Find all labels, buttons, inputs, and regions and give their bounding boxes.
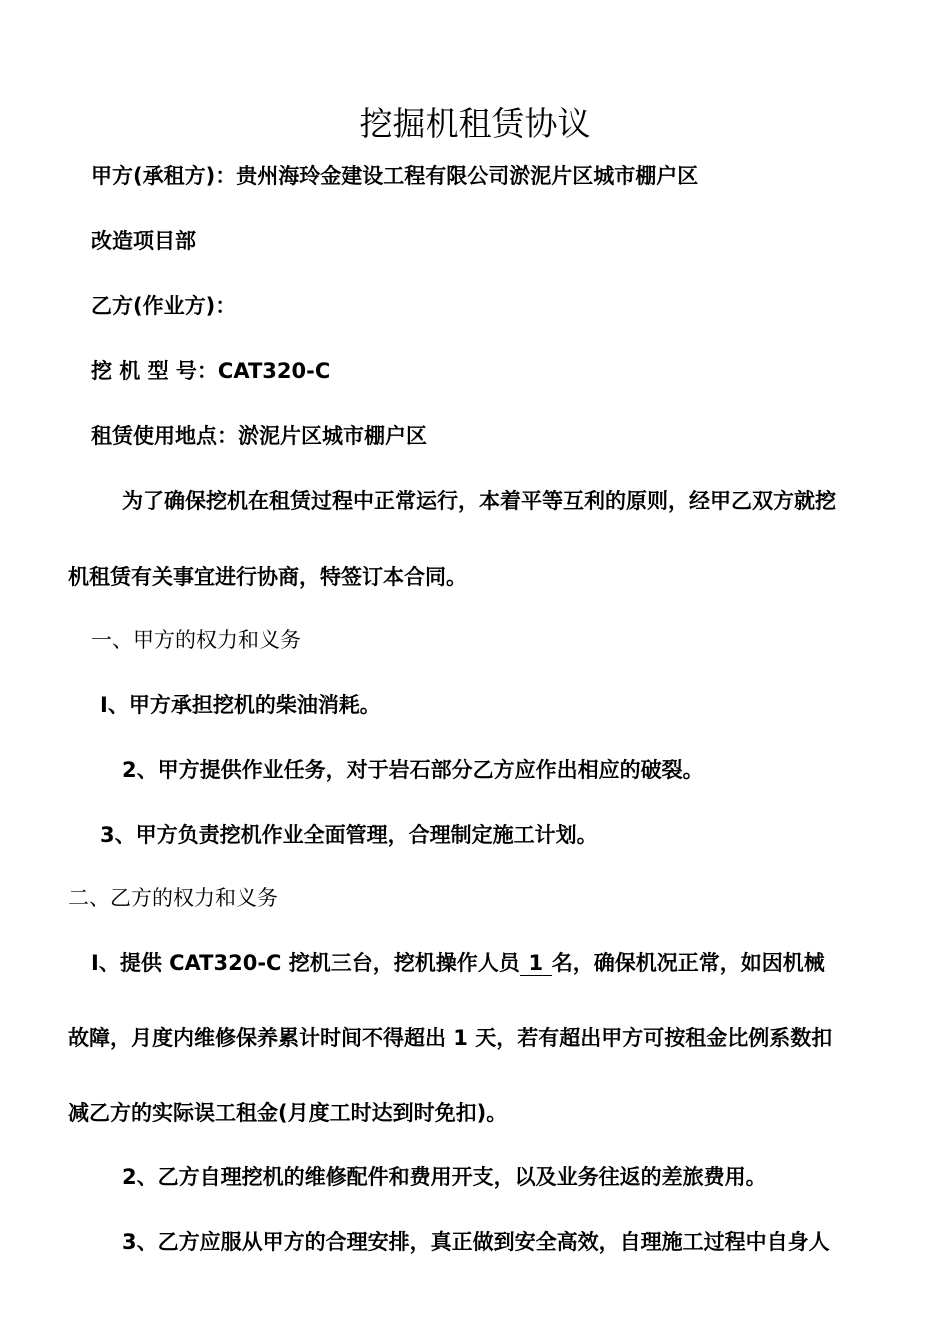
- operator-count-blank: 1: [520, 951, 552, 976]
- intro-line1: 为了确保挖机在租赁过程中正常运行，本着平等互利的原则，经甲乙双方就挖: [122, 489, 836, 513]
- section1-item3: 3、甲方负责挖机作业全面管理，合理制定施工计划。: [100, 823, 598, 847]
- section2-item1-line2: 故障，月度内维修保养累计时间不得超出 1 天，若有超出甲方可按租金比例系数扣: [68, 1026, 833, 1050]
- section2-item1-line3: 减乙方的实际误工租金(月度工时达到时免扣)。: [68, 1101, 508, 1125]
- rental-location: 租赁使用地点：淤泥片区城市棚户区: [91, 424, 427, 448]
- page-title: 挖掘机租赁协议: [359, 104, 591, 143]
- section2-item2: 2、乙方自理挖机的维修配件和费用开支，以及业务往返的差旅费用。: [122, 1165, 767, 1189]
- section2-heading: 二、乙方的权力和义务: [68, 886, 278, 910]
- intro-line2: 机租赁有关事宜进行协商，特签订本合同。: [68, 565, 467, 589]
- section2-item1-pre: I、提供 CAT320-C 挖机三台，挖机操作人员: [91, 951, 520, 975]
- party-b: 乙方(作业方)：: [91, 294, 237, 318]
- machine-model: 挖 机 型 号：CAT320-C: [91, 359, 331, 383]
- section2-item1-line1: [91, 949, 825, 977]
- party-a-line1: 甲方(承租方)：贵州海玲金建设工程有限公司淤泥片区城市棚户区: [91, 164, 699, 188]
- section1-heading: 一、甲方的权力和义务: [91, 628, 301, 652]
- section1-item1: I、甲方承担挖机的柴油消耗。: [100, 693, 381, 717]
- party-a-line2: 改造项目部: [91, 229, 196, 253]
- section2-item1-post: 名，确保机况正常，如因机械: [551, 951, 825, 975]
- section2-item3: 3、乙方应服从甲方的合理安排，真正做到安全高效，自理施工过程中自身人: [122, 1230, 830, 1254]
- section1-item2: 2、甲方提供作业任务，对于岩石部分乙方应作出相应的破裂。: [122, 758, 704, 782]
